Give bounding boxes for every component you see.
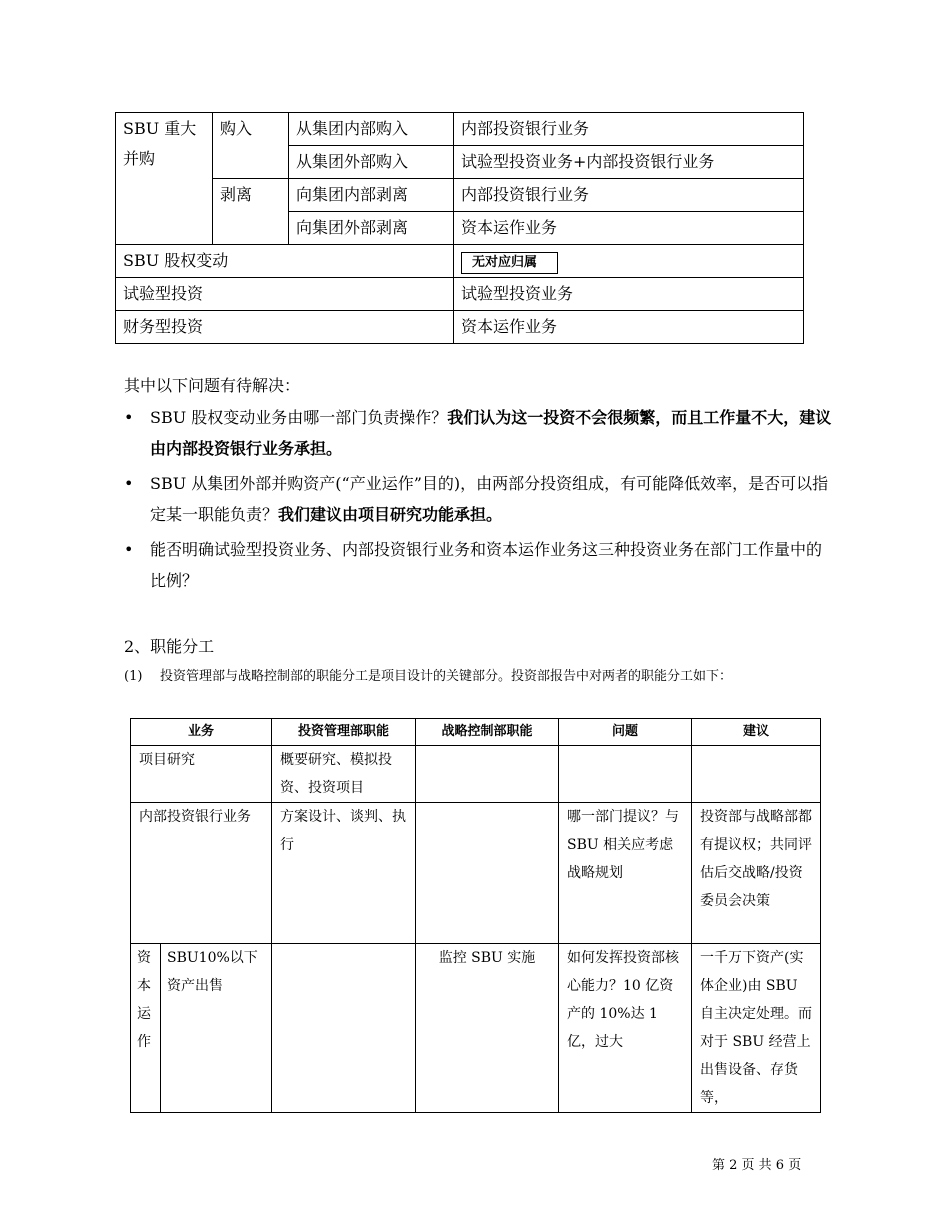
cell-divest-internal-dept: 内部投资银行业务 (454, 179, 804, 212)
cell-divest-external: 向集团外部剥离 (289, 212, 454, 245)
paragraph-number: (1) (124, 669, 143, 684)
table-cell-issue (559, 746, 692, 803)
no-attribution-tag: 无对应归属 (461, 252, 558, 274)
table-cell-group: 资本运作 (131, 944, 161, 1113)
cell-buy-internal: 从集团内部购入 (289, 113, 454, 146)
table-cell-suggest: 投资部与战略部都有提议权；共同评估后交战略/投资委员会决策 (692, 803, 821, 944)
table-cell-issue: 哪一部门提议？与 SBU 相关应考虑战略规划 (559, 803, 692, 944)
cell-divest-external-dept: 资本运作业务 (454, 212, 804, 245)
cell-buy: 购入 (213, 113, 289, 179)
bullet-icon: • (124, 408, 134, 427)
table-cell-issue: 如何发挥投资部核心能力？10 亿资产的 10%达 1 亿，过大 (559, 944, 692, 1113)
issue-text: SBU 股权变动业务由哪一部门负责操作？ (150, 408, 448, 427)
table-row-business: 项目研究 (131, 746, 272, 803)
numbered-paragraph (124, 664, 824, 689)
table-cell-strategy: 监控 SBU 实施 (416, 944, 559, 1113)
cell-buy-external-dept: 试验型投资业务+内部投资银行业务 (454, 146, 804, 179)
table-row-business: 内部投资银行业务 (131, 803, 272, 944)
header-business: 业务 (131, 719, 272, 746)
table-cell-invest: 方案设计、谈判、执行 (272, 803, 416, 944)
header-invest: 投资管理部职能 (272, 719, 416, 746)
table-cell-suggest: 一千万下资产(实体企业)由 SBU 自主决定处理。而对于 SBU 经营上出售设备、存货等， (692, 944, 821, 1113)
bullet-icon: • (124, 474, 134, 493)
issue-suggestion: 我们建议由项目研究功能承担。 (278, 505, 503, 524)
investment-classification-table (115, 112, 804, 344)
section-title: 2、职能分工 (124, 637, 215, 656)
list-item (124, 468, 834, 530)
cell-equity-change-dept (454, 245, 804, 278)
table-row-business: SBU10%以下资产出售 (161, 944, 272, 1113)
cell-financial-dept: 资本运作业务 (454, 311, 804, 344)
issue-text: SBU 从集团外部并购资产(“产业运作”目的)，由两部分投资组成，有可能降低效率，是否可以指定某一职能负责？ (150, 474, 829, 524)
issue-text: 能否明确试验型投资业务、内部投资银行业务和资本运作业务这三种投资业务在部门工作量中的比例？ (150, 540, 823, 590)
cell-divest-internal: 向集团内部剥离 (289, 179, 454, 212)
table-cell-strategy (416, 746, 559, 803)
table-cell-invest (272, 944, 416, 1113)
list-item (124, 534, 834, 596)
issues-intro: 其中以下问题有待解决： (124, 376, 301, 395)
header-suggest: 建议 (692, 719, 821, 746)
cell-buy-external: 从集团外部购入 (289, 146, 454, 179)
cell-sbu-merger: SBU 重大并购 (116, 113, 213, 245)
cell-financial: 财务型投资 (116, 311, 454, 344)
cell-experimental-dept: 试验型投资业务 (454, 278, 804, 311)
table-cell-strategy (416, 803, 559, 944)
issue-suggestion: 我们认为这一投资不会很频繁，而且工作量不大，建议由内部投资银行业务承担。 (150, 408, 832, 458)
bullet-icon: • (124, 540, 134, 559)
cell-divest: 剥离 (213, 179, 289, 245)
table-cell-suggest (692, 746, 821, 803)
cell-equity-change: SBU 股权变动 (116, 245, 454, 278)
header-issue: 问题 (559, 719, 692, 746)
page-footer: 第 2 页 共 6 页 (712, 1158, 802, 1173)
issues-list (124, 402, 834, 600)
list-item (124, 402, 834, 464)
header-strategy: 战略控制部职能 (416, 719, 559, 746)
function-division-table (130, 718, 821, 1113)
table-cell-invest: 概要研究、模拟投资、投资项目 (272, 746, 416, 803)
cell-buy-internal-dept: 内部投资银行业务 (454, 113, 804, 146)
paragraph-text: 投资管理部与战略控制部的职能分工是项目设计的关键部分。投资部报告中对两者的职能分工如下： (160, 669, 733, 684)
cell-experimental: 试验型投资 (116, 278, 454, 311)
